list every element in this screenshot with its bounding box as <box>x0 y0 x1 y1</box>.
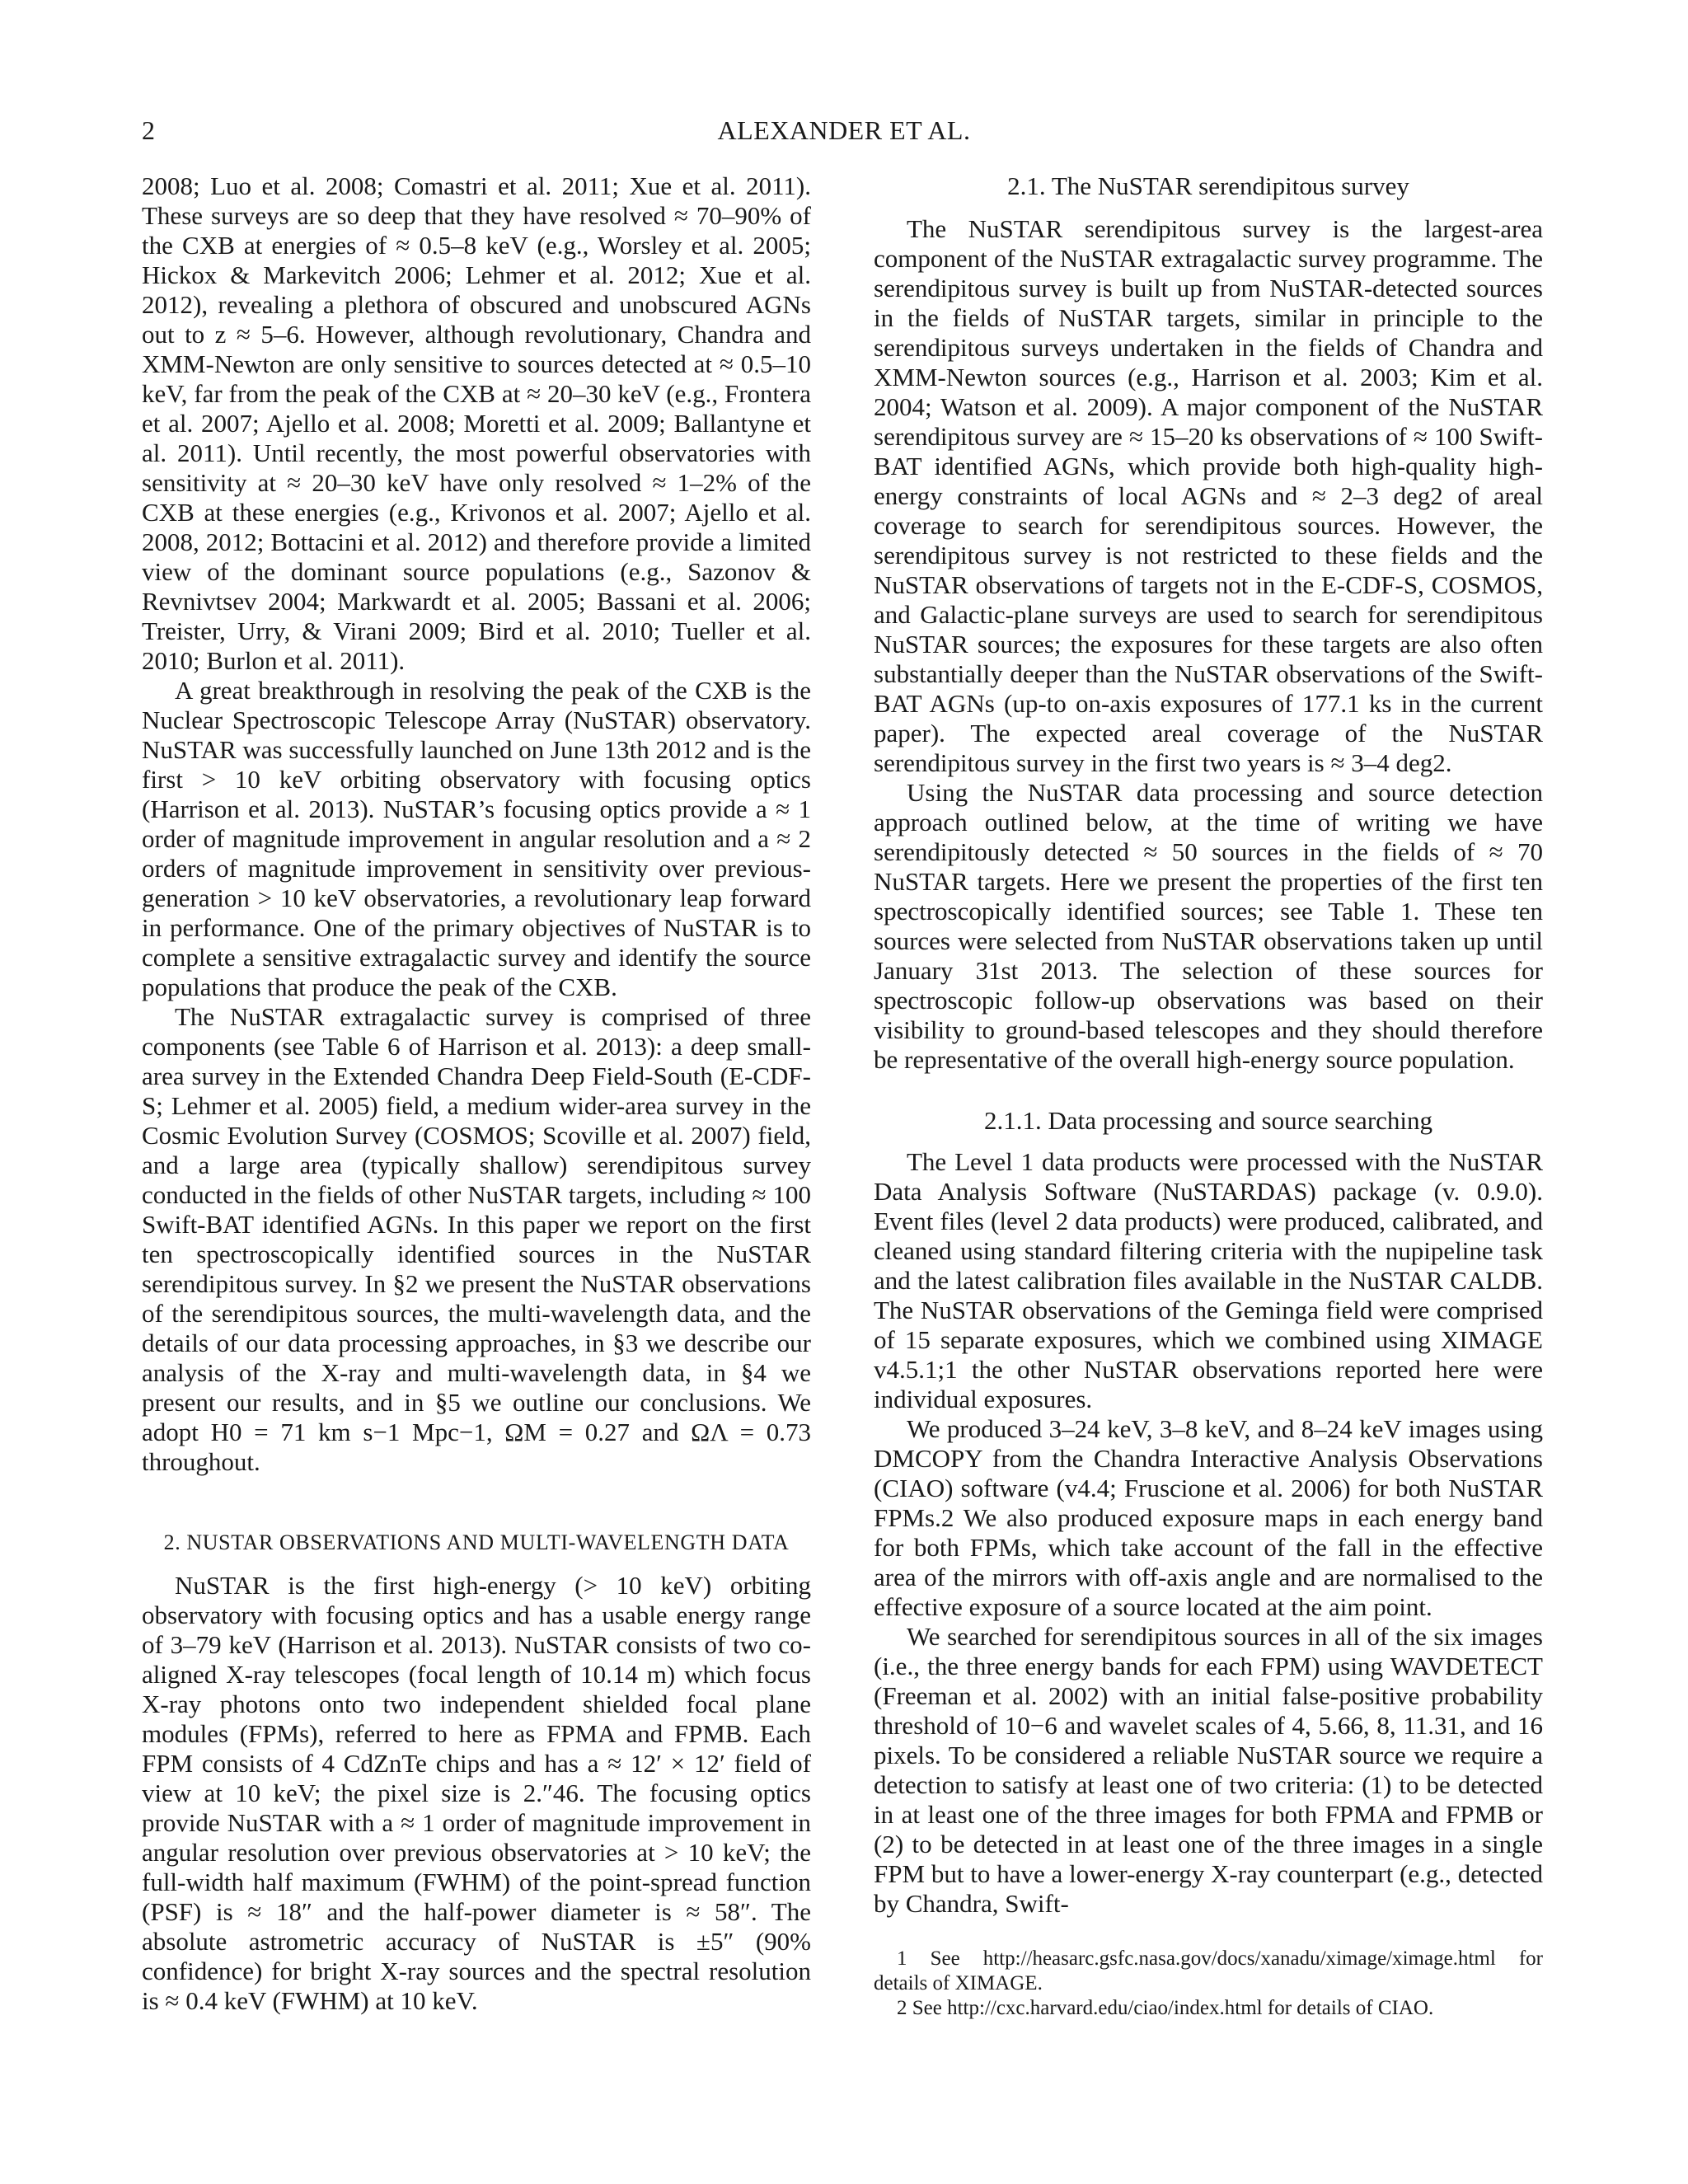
running-head: ALEXANDER ET AL. <box>717 115 971 145</box>
left-paragraph-2: A great breakthrough in resolving the peak of the CXB is the Nuclear Spectroscopic Telescope Array (NuSTAR) observatory. NuSTAR was successfully launched on June 13th 2012 and is the first > 10 keV orbiting observatory with focusing optics (Harrison et al. 2013). NuSTAR’s focusing optics provide a ≈ 1 order of magnitude improvement in angular resolution and a ≈ 2 orders of magnitude improvement in sensitivity over previous-generation > 10 keV observatories, a revolutionary leap forward in performance. One of the primary objectives of NuSTAR is to complete a sensitive extragalactic survey and identify the source populations that produce the peak of the CXB. <box>142 676 812 1001</box>
subsection-2-1-heading: 2.1. The NuSTAR serendipitous survey <box>1007 171 1409 200</box>
section-2-heading: 2. NUSTAR OBSERVATIONS AND MULTI-WAVELENGTH DATA <box>163 1530 790 1554</box>
footnotes <box>874 1947 1543 2021</box>
right-column <box>874 171 1543 2021</box>
right-paragraph-1: The NuSTAR serendipitous survey is the largest-area component of the NuSTAR extragalactic survey programme. The serendipitous survey is built up from NuSTAR-detected sources in the fields of NuSTAR targets, similar in principle to the serendipitous surveys undertaken in the fields of Chandra and XMM-Newton sources (e.g., Harrison et al. 2003; Kim et al. 2004; Watson et al. 2009). A major component of the NuSTAR serendipitous survey are ≈ 15–20 ks observations of ≈ 100 Swift-BAT identified AGNs, which provide both high-quality high-energy constraints of local AGNs and ≈ 2–3 deg2 of areal coverage to search for serendipitous sources. However, the serendipitous survey is not restricted to these fields and the NuSTAR observations of targets not in the E-CDF-S, COSMOS, and Galactic-plane surveys are used to search for serendipitous NuSTAR sources; the exposures for these targets are also often substantially deeper than the NuSTAR observations of the Swift-BAT AGNs (up-to on-axis exposures of 177.1 ks in the current paper). The expected areal coverage of the NuSTAR serendipitous survey in the first two years is ≈ 3–4 deg2. <box>874 214 1543 777</box>
right-paragraph-5: We searched for serendipitous sources in all of the six images (i.e., the three energy bands for each FPM) using WAVDETECT (Freeman et al. 2002) with an initial false-positive probability threshold of 10−6 and wavelet scales of 4, 5.66, 8, 11.31, and 16 pixels. To be considered a reliable NuSTAR source we require a detection to satisfy at least one of two criteria: (1) to be detected in at least one of the three images for both FPMA and FPMB or (2) to be detected in at least one of the three images in a single FPM but to have a lower-energy X-ray counterpart (e.g., detected by Chandra, Swift- <box>874 1622 1543 1918</box>
left-paragraph-1: 2008; Luo et al. 2008; Comastri et al. 2011; Xue et al. 2011). These surveys are so deep that they have resolved ≈ 70–90% of the CXB at energies of ≈ 0.5–8 keV (e.g., Worsley et al. 2005; Hickox & Markevitch 2006; Lehmer et al. 2012; Xue et al. 2012), revealing a plethora of obscured and unobscured AGNs out to z ≈ 5–6. However, although revolutionary, Chandra and XMM-Newton are only sensitive to sources detected at ≈ 0.5–10 keV, far from the peak of the CXB at ≈ 20–30 keV (e.g., Frontera et al. 2007; Ajello et al. 2008; Moretti et al. 2009; Ballantyne et al. 2011). Until recently, the most powerful observatories with sensitivity at ≈ 20–30 keV have only resolved ≈ 1–2% of the CXB at these energies (e.g., Krivonos et al. 2007; Ajello et al. 2008, 2012; Bottacini et al. 2012) and therefore provide a limited view of the dominant source populations (e.g., Sazonov & Revnivtsev 2004; Markwardt et al. 2005; Bassani et al. 2006; Treister, Urry, & Virani 2009; Bird et al. 2010; Tueller et al. 2010; Burlon et al. 2011). <box>142 171 811 675</box>
footnote-2: 2 See http://cxc.harvard.edu/ciao/index.html for details of CIAO. <box>897 1997 1434 2019</box>
right-paragraph-2: Using the NuSTAR data processing and source detection approach outlined below, at the time of writing we have serendipitously detected ≈ 50 sources in the fields of ≈ 70 NuSTAR targets. Here we present the properties of the first ten spectroscopically identified sources; see Table 1. These ten sources were selected from NuSTAR observations taken up until January 31st 2013. The selection of these sources for spectroscopic follow-up observations was based on their visibility to ground-based telescopes and they should therefore be representative of the overall high-energy source population. <box>874 778 1543 1074</box>
subsubsection-2-1-1-heading: 2.1.1. Data processing and source searching <box>983 1106 1433 1135</box>
footnote-1: 1 See http://heasarc.gsfc.nasa.gov/docs/xanadu/ximage/ximage.html for details of XIMAGE. <box>874 1947 1543 1994</box>
left-paragraph-3: The NuSTAR extragalactic survey is comprised of three components (see Table 6 of Harrison et al. 2013): a deep small-area survey in the Extended Chandra Deep Field-South (E-CDF-S; Lehmer et al. 2005) field, a medium wider-area survey in the Cosmic Evolution Survey (COSMOS; Scoville et al. 2007) field, and a large area (typically shallow) serendipitous survey conducted in the fields of other NuSTAR targets, including ≈ 100 Swift-BAT identified AGNs. In this paper we report on the first ten spectroscopically identified sources in the NuSTAR serendipitous survey. In §2 we present the NuSTAR observations of the serendipitous sources, the multi-wavelength data, and the details of our data processing approaches, in §3 we describe our analysis of the X-ray and multi-wavelength data, in §4 we present our results, and in §5 we outline our conclusions. We adopt H0 = 71 km s−1 Mpc−1, ΩM = 0.27 and ΩΛ = 0.73 throughout. <box>142 1002 811 1476</box>
left-column <box>142 171 811 2016</box>
left-paragraph-4: NuSTAR is the first high-energy (> 10 keV) orbiting observatory with focusing optics and has a usable energy range of 3–79 keV (Harrison et al. 2013). NuSTAR consists of two co-aligned X-ray telescopes (focal length of 10.14 m) which focus X-ray photons onto two independent shielded focal plane modules (FPMs), referred to here as FPMA and FPMB. Each FPM consists of 4 CdZnTe chips and has a ≈ 12′ × 12′ field of view at 10 keV; the pixel size is 2.″46. The focusing optics provide NuSTAR with a ≈ 1 order of magnitude improvement in angular resolution over previous observatories at > 10 keV; the full-width half maximum (FWHM) of the point-spread function (PSF) is ≈ 18″ and the half-power diameter is ≈ 58″. The absolute astrometric accuracy of NuSTAR is ±5″ (90% confidence) for bright X-ray sources and the spectral resolution is ≈ 0.4 keV (FWHM) at 10 keV. <box>142 1571 811 2015</box>
page-number: 2 <box>142 115 155 145</box>
right-paragraph-4: We produced 3–24 keV, 3–8 keV, and 8–24 keV images using DMCOPY from the Chandra Interactive Analysis Observations (CIAO) software (v4.4; Fruscione et al. 2006) for both NuSTAR FPMs.2 We also produced exposure maps in each energy band for both FPMs, which take account of the fall in the effective area of the mirrors with off-axis angle and are normalised to the effective exposure of a source located at the aim point. <box>874 1414 1543 1621</box>
right-paragraph-3: The Level 1 data products were processed with the NuSTAR Data Analysis Software (NuSTARDAS) package (v. 0.9.0). Event files (level 2 data products) were produced, calibrated, and cleaned using standard filtering criteria with the nupipeline task and the latest calibration files available in the NuSTAR CALDB. The NuSTAR observations of the Geminga field were comprised of 15 separate exposures, which we combined using XIMAGE v4.5.1;1 the other NuSTAR observations reported here were individual exposures. <box>874 1147 1543 1413</box>
